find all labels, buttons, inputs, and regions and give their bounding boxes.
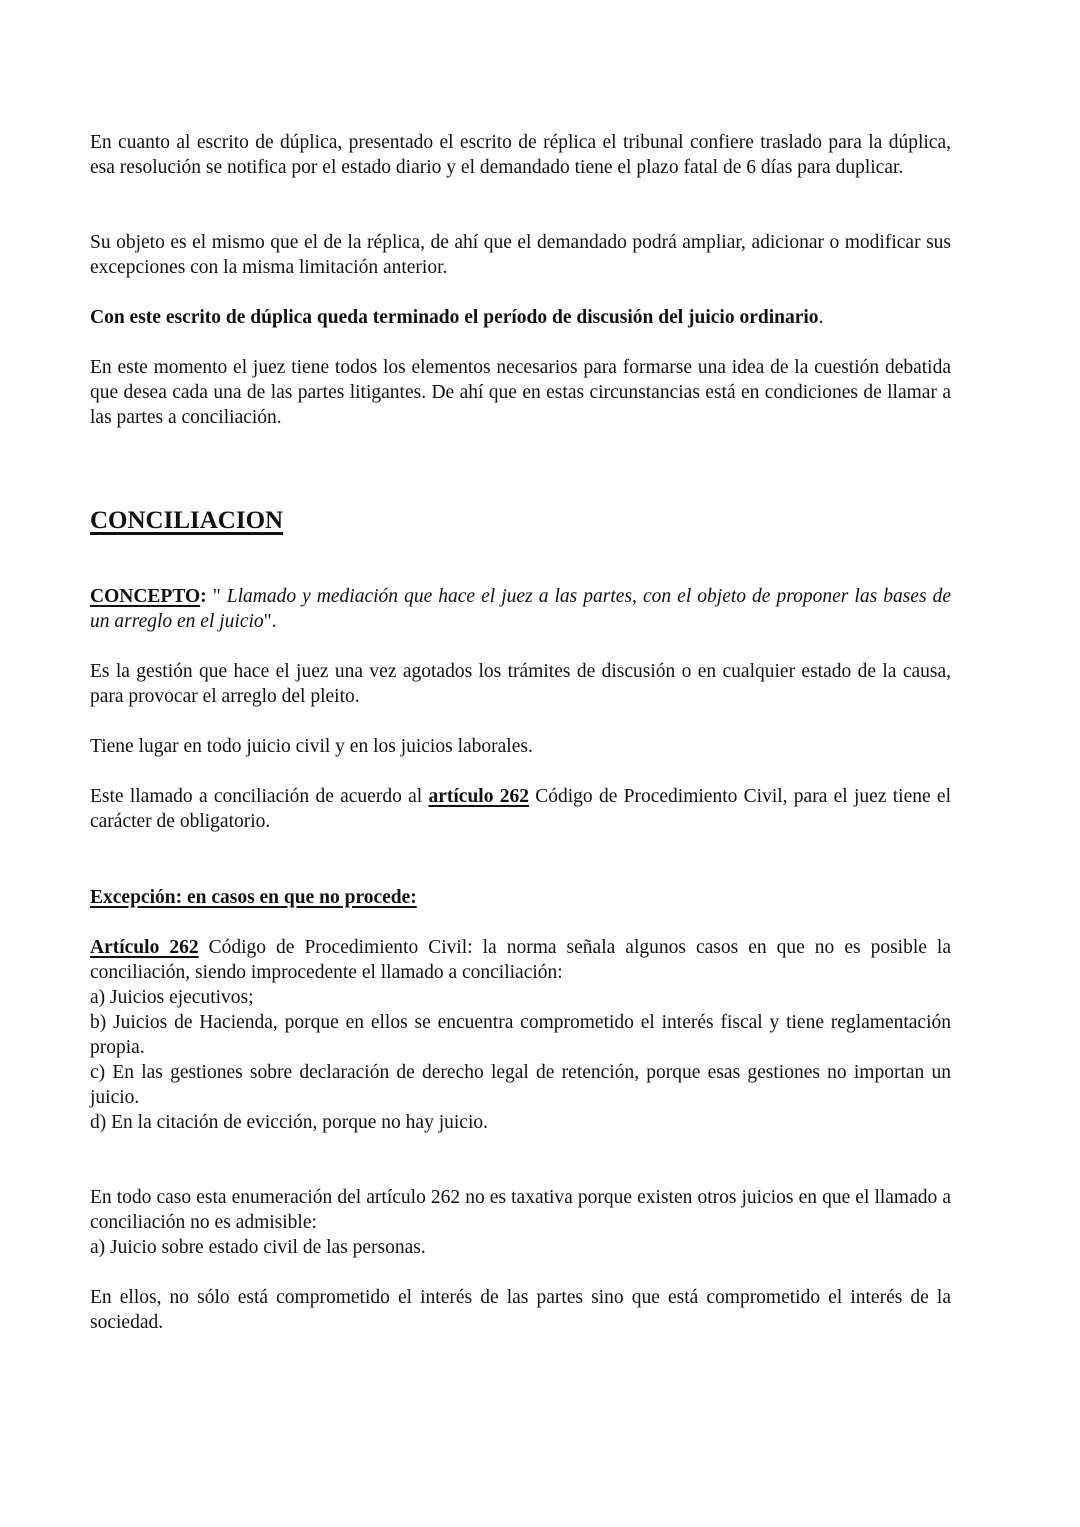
article-262-reference: Artículo 262 <box>90 937 199 958</box>
period: . <box>818 307 824 328</box>
concepto-definition: Llamado y mediación que hace el juez a las partes, con el objeto de proponer las bases de un arreglo en el juicio <box>90 586 951 632</box>
concepto-label: CONCEPTO <box>90 586 201 607</box>
paragraph-objeto: Su objeto es el mismo que el de la réplica, de ahí que el demandado podrá ampliar, adicionar o modificar sus excepciones con la misma limitación anterior. <box>90 232 951 278</box>
text: Este llamado a conciliación de acuerdo al <box>90 786 429 807</box>
concepto-colon: : <box>200 586 207 607</box>
quote-open: " <box>206 586 227 607</box>
text: Código de Procedimiento Civil: la norma señala algunos casos en que no es posible la conciliación, siendo improcedente el llamado a conciliación: <box>90 937 951 983</box>
list-item: a) Juicios ejecutivos; <box>90 987 254 1008</box>
paragraph-duplica: En cuanto al escrito de dúplica, presentado el escrito de réplica el tribunal confiere traslado para la dúplica, esa resolución se notifica por el estado diario y el demandado tiene el plazo fatal de 6 días para duplicar. <box>90 132 951 178</box>
paragraph-no-taxativa: En todo caso esta enumeración del artículo 262 no es taxativa porque existen otros juicios en que el llamado a conciliación no es admisible: <box>90 1187 951 1233</box>
paragraph-llamado-obligatorio <box>90 784 951 834</box>
section-heading-conciliacion: CONCILIACION <box>90 507 284 534</box>
list-item: c) En las gestiones sobre declaración de derecho legal de retención, porque esas gestiones no importan un juicio. <box>90 1062 951 1108</box>
paragraph-articulo-262 <box>90 935 951 985</box>
paragraph-momento-juez: En este momento el juez tiene todos los elementos necesarios para formarse una idea de la cuestión debatida que desea cada una de las partes litigantes. De ahí que en estas circunstancias está en condiciones de llamar a las partes a conciliación. <box>90 357 951 428</box>
quote-close: ". <box>263 611 277 632</box>
paragraph-termino-discusion <box>90 305 951 330</box>
paragraph-tiene-lugar: Tiene lugar en todo juicio civil y en los juicios laborales. <box>90 736 533 757</box>
paragraph-gestion: Es la gestión que hace el juez una vez agotados los trámites de discusión o en cualquier estado de la causa, para provocar el arreglo del pleito. <box>90 661 951 707</box>
bold-statement: Con este escrito de dúplica queda terminado el período de discusión del juicio ordinario <box>90 307 819 328</box>
paragraph-interes-sociedad: En ellos, no sólo está comprometido el interés de las partes sino que está comprometido el interés de la sociedad. <box>90 1287 951 1333</box>
article-262-section <box>90 935 951 1135</box>
enumeration-section <box>90 1185 951 1260</box>
paragraph-concepto <box>90 584 951 634</box>
subheading-excepcion: Excepción: en casos en que no procede: <box>90 887 417 908</box>
list-item: a) Juicio sobre estado civil de las personas. <box>90 1237 426 1258</box>
list-item: d) En la citación de evicción, porque no hay juicio. <box>90 1112 488 1133</box>
list-item: b) Juicios de Hacienda, porque en ellos se encuentra comprometido el interés fiscal y tiene reglamentación propia. <box>90 1012 951 1058</box>
article-262-reference: artículo 262 <box>428 786 529 807</box>
text: Código de Procedimiento Civil, para el juez tiene el carácter de obligatorio. <box>90 786 951 832</box>
